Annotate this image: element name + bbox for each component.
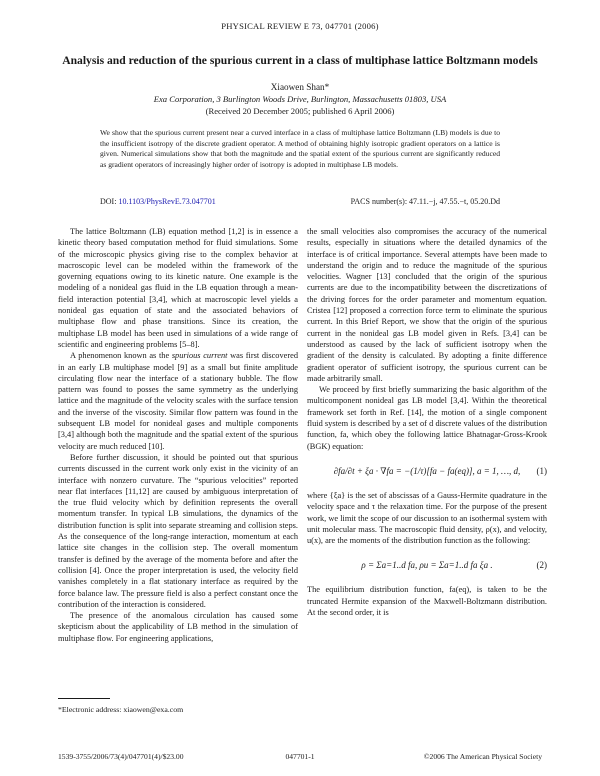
- paragraph: The lattice Boltzmann (LB) equation method [1,2] is in essence a kinetic theory based computation method for fluid simulations. Some of the microscopic physics giving rise to the complex behavior at macroscopic level can be modeled within the framework of the governing equations owing to its kinetic nature. One example is the modeling of a nonideal gas fluid in the LB equation through a mean-field interaction potential [3,4], which at macroscopic level yields a nonideal gas equation of state and the associated behaviors of multiphase flow and phase transitions. Since its creation, the multiphase LB model has been used in simulations of a wide range of scientific and engineering problems [5–8].: [58, 227, 298, 349]
- equation-1: [307, 464, 547, 478]
- footer-page-number: 047701-1: [285, 752, 315, 761]
- equation-body: ρ = Σa=1..d fa, ρu = Σa=1..d fa ξa .: [361, 560, 493, 571]
- equation-number: (2): [536, 560, 547, 571]
- affiliation: Exa Corporation, 3 Burlington Woods Drive, Burlington, Massachusetts 01803, USA: [153, 94, 447, 104]
- paragraph: where {ξa} is the set of abscissas of a Gauss-Hermite quadrature in the velocity space and τ the relaxation time. For the purpose of the present work, we limit the scope of our discussion to an isothermal system with unit molecular mass. The macroscopic fluid density, ρ(x), and velocity, u(x), are the moments of the distribution function as the following:: [307, 490, 547, 546]
- received-date: (Received 20 December 2005; published 6 April 2006): [205, 106, 395, 116]
- doi-label: DOI:: [100, 197, 117, 206]
- paragraph: the small velocities also compromises the accuracy of the numerical results, especially in situations where the detailed dynamics of the interface is of critical importance. Several attempts have been made to understand the origin and to reduce the magnitude of the spurious velocities. Wagner [13] concluded that the origin of the spurious currents are due to the incompatibility between the discretizations of the driving forces for the order parameter and momentum equation. Cristea [12] proposed a correction force term to eliminate the spurious current. In this Brief Report, we show that the origin of the spurious current in the nonideal gas LB model given in Refs. [3,4] can be understood as caused by the lack of sufficient isotropy when the gradient of the density is calculated. By adopting a finite difference gradient operator of sufficient isotropy, the spurious current can be made arbitrarily small.: [307, 227, 547, 383]
- equation-2: [307, 558, 547, 572]
- paragraph: The equilibrium distribution function, fa(eq), is taken to be the truncated Hermite expansion of the Maxwell-Boltzmann distribution. At the second order, it is: [307, 585, 547, 618]
- footnote: *Electronic address: xiaowen@exa.com: [58, 705, 184, 714]
- paragraph: We proceed by first briefly summarizing the basic algorithm of the multicomponent nonideal gas LB model [3,4]. Within the theoretical framework set forth in Ref. [14], the motion of a single component fluid system is described by a set of d discrete values of the distribution function, fa, which obey the following lattice Bhatnagar-Gross-Krook (BGK) equation:: [307, 385, 547, 451]
- equation-body: ∂fa/∂t + ξa · ∇fa = −(1/τ)[fa − fa(eq)], a = 1, …, d,: [333, 465, 521, 476]
- paragraph: A phenomenon known as the spurious current was first discovered in an early LB multiphase model [9] as a small but finite amplitude circulating flow near the interface of a stationary bubble. The flow pattern was found to posses the same symmetry as the underlying lattice and the magnitude of the velocity scales with the surface tension and the inverse of the viscosity. Similar flow pattern was found in the subsequent LB model for nonideal gases and multiple components [3,4] although both the magnitude and the spatial extent of the spurious velocity are much reduced [10].: [58, 351, 298, 451]
- doi-link[interactable]: 10.1103/PhysRevE.73.047701: [118, 197, 216, 206]
- footer-issn: 1539-3755/2006/73(4)/047701(4)/$23.00: [58, 752, 184, 761]
- doi-line: [100, 197, 216, 206]
- paragraph: Before further discussion, it should be pointed out that spurious currents discussed in the current work only exist in the vicinity of an interface with nonzero curvature. The “spurious velocities” reported near flat interfaces [11,12] are caused by ambiguous interpretation of the true fluid velocity which by definition represents the overall momentum transfer. In typical LB simulations, the dynamics of the distribution function is split into separate streaming and collision steps. As the consequence of the long-range interaction, momentum at each lattice site changes in the collision step. The overall momentum transfer is defined by the average of the momenta before and after the collision [4]. Once the proper interpretation is used, the velocity field vanishes completely in a flat stationary interface as required by the force balance law. The pressure field is also a perfect constant once the contribution of the interaction is considered.: [58, 452, 298, 609]
- pacs-numbers: PACS number(s): 47.11.−j, 47.55.−t, 05.20.Dd: [350, 197, 500, 206]
- left-column: [58, 226, 298, 644]
- running-head: PHYSICAL REVIEW E 73, 047701 (2006): [221, 21, 379, 31]
- author: Xiaowen Shan*: [270, 82, 330, 92]
- equation-number: (1): [536, 465, 547, 476]
- right-column: [307, 226, 547, 618]
- footnote-divider: [58, 698, 110, 699]
- paper-title: Analysis and reduction of the spurious current in a class of multiphase lattice Boltzmann models: [62, 54, 538, 67]
- abstract: We show that the spurious current present near a curved interface in a class of multiphase lattice Boltzmann (LB) models is due to the insufficient isotropy of the discrete gradient operator. A method of obtaining highly isotropic gradient operators on a lattice is given. Numerical simulations show that both the magnitude and the spatial extent of the spurious current are significantly reduced as gradient operators of increasingly higher order of isotropy is adopted in multiphase LB models.: [100, 128, 500, 169]
- footer-copyright: ©2006 The American Physical Society: [423, 752, 542, 761]
- paragraph: The presence of the anomalous circulation has caused some skepticism about the applicability of LB method in the simulation of multiphase flow. For engineering applications,: [58, 611, 298, 643]
